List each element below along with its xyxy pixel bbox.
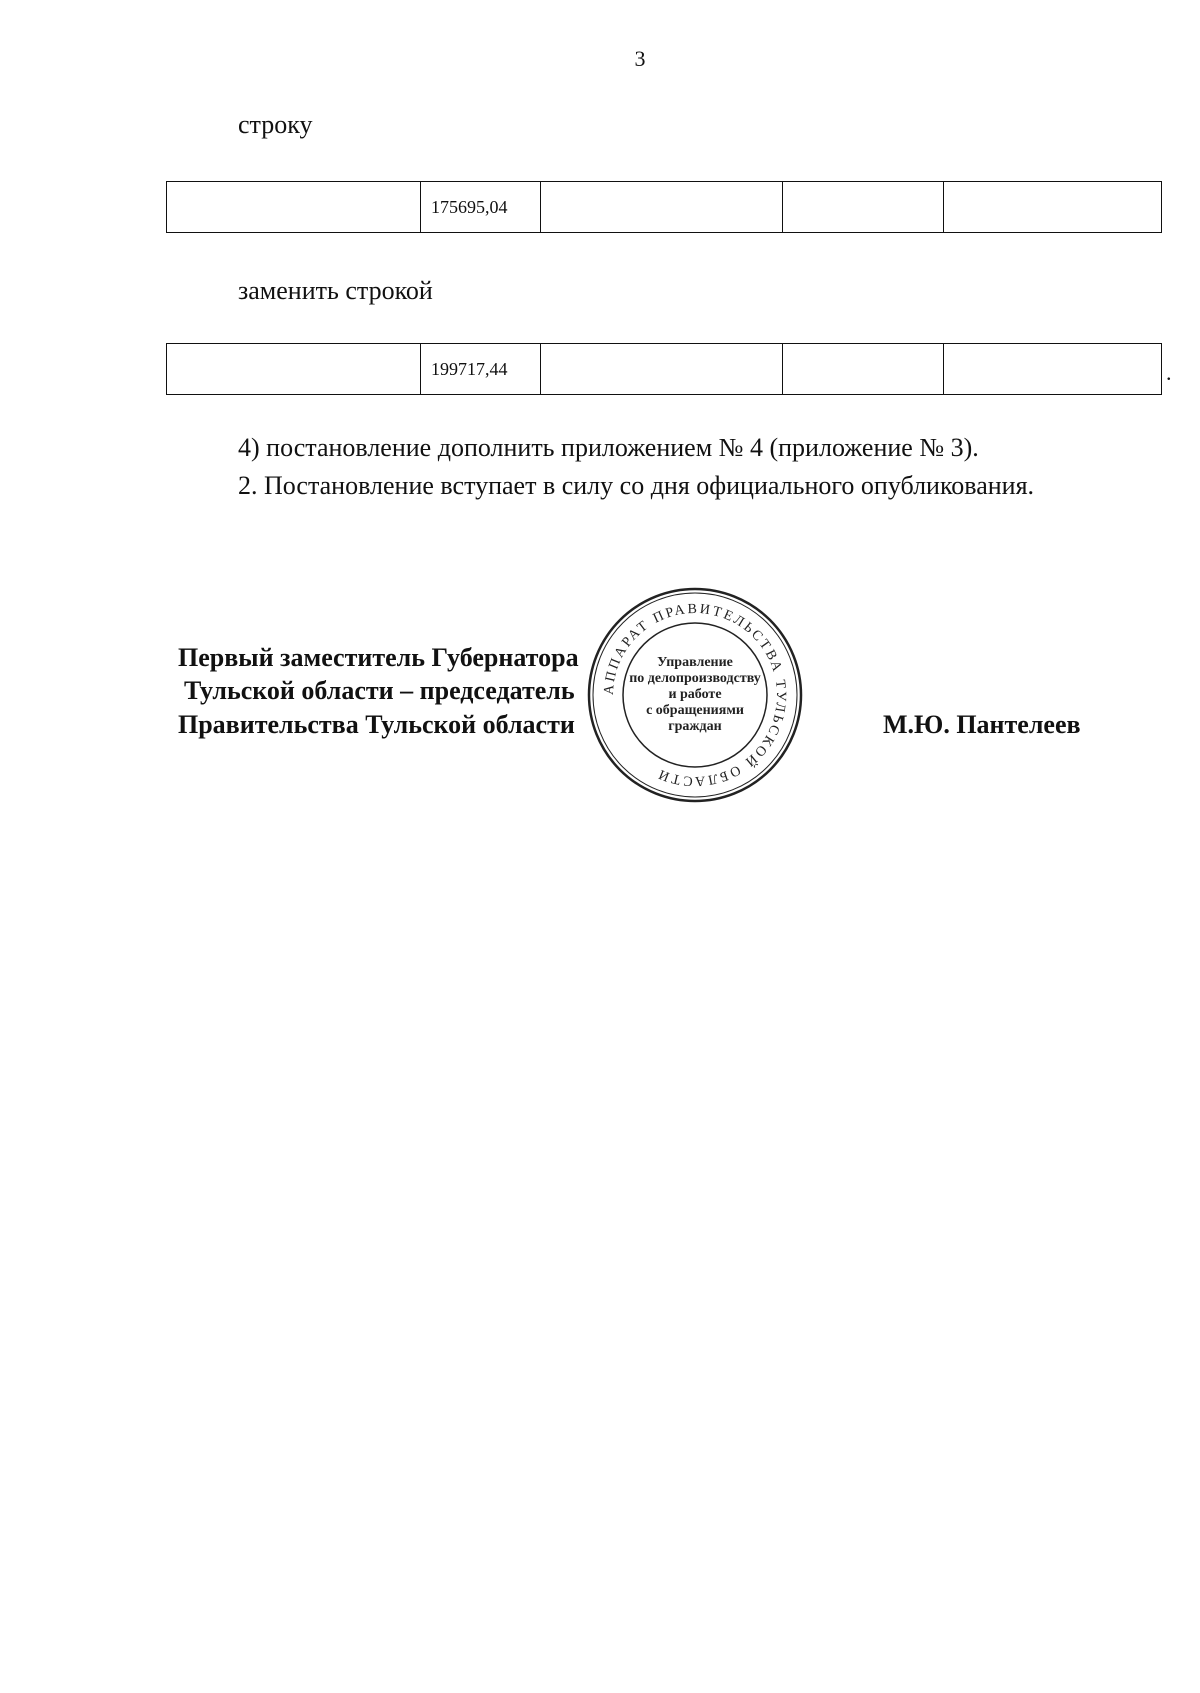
- table-cell: [167, 182, 421, 233]
- table-cell: [944, 344, 1162, 395]
- paragraph-item-4: 4) постановление дополнить приложением № 4 (приложение № 3).: [238, 433, 979, 462]
- table-original-row: [166, 181, 1162, 233]
- table-cell: [783, 182, 944, 233]
- stamp-ring-textpath: АППАРАТ ПРАВИТЕЛЬСТВА ТУЛЬСКОЙ ОБЛАСТИ: [601, 601, 789, 789]
- label-row: строку: [238, 110, 313, 139]
- trailing-period: .: [1166, 360, 1172, 385]
- stamp-inner-line: и работе: [668, 687, 722, 702]
- stamp-inner-line: с обращениями: [646, 703, 744, 718]
- page-number: 3: [634, 46, 646, 71]
- signatory-title-line-3: Правительства Тульской области: [178, 710, 575, 739]
- stamp-inner-line: Управление: [657, 655, 733, 670]
- stamp-inner-text: [613, 655, 777, 735]
- table-replacement-row: [166, 343, 1162, 395]
- table-cell: [541, 344, 783, 395]
- stamp-inner-line: по делопроизводству: [629, 671, 761, 686]
- label-replace: заменить строкой: [238, 276, 433, 305]
- signatory-title-line-1: Первый заместитель Губернатора: [178, 643, 579, 672]
- table-row: [167, 182, 1162, 233]
- table-cell-amount: 175695,04: [421, 182, 541, 233]
- table-row: [167, 344, 1162, 395]
- table-cell: [783, 344, 944, 395]
- table-cell: [944, 182, 1162, 233]
- signatory-title-line-2: Тульской области – председатель: [184, 676, 575, 705]
- table-cell-amount: 199717,44: [421, 344, 541, 395]
- paragraph-item-2: 2. Постановление вступает в силу со дня официального опубликования.: [238, 471, 1035, 500]
- signatory-name: М.Ю. Пантелеев: [883, 710, 1081, 739]
- table-cell: [541, 182, 783, 233]
- table-cell: [167, 344, 421, 395]
- stamp-inner-line: граждан: [668, 719, 722, 734]
